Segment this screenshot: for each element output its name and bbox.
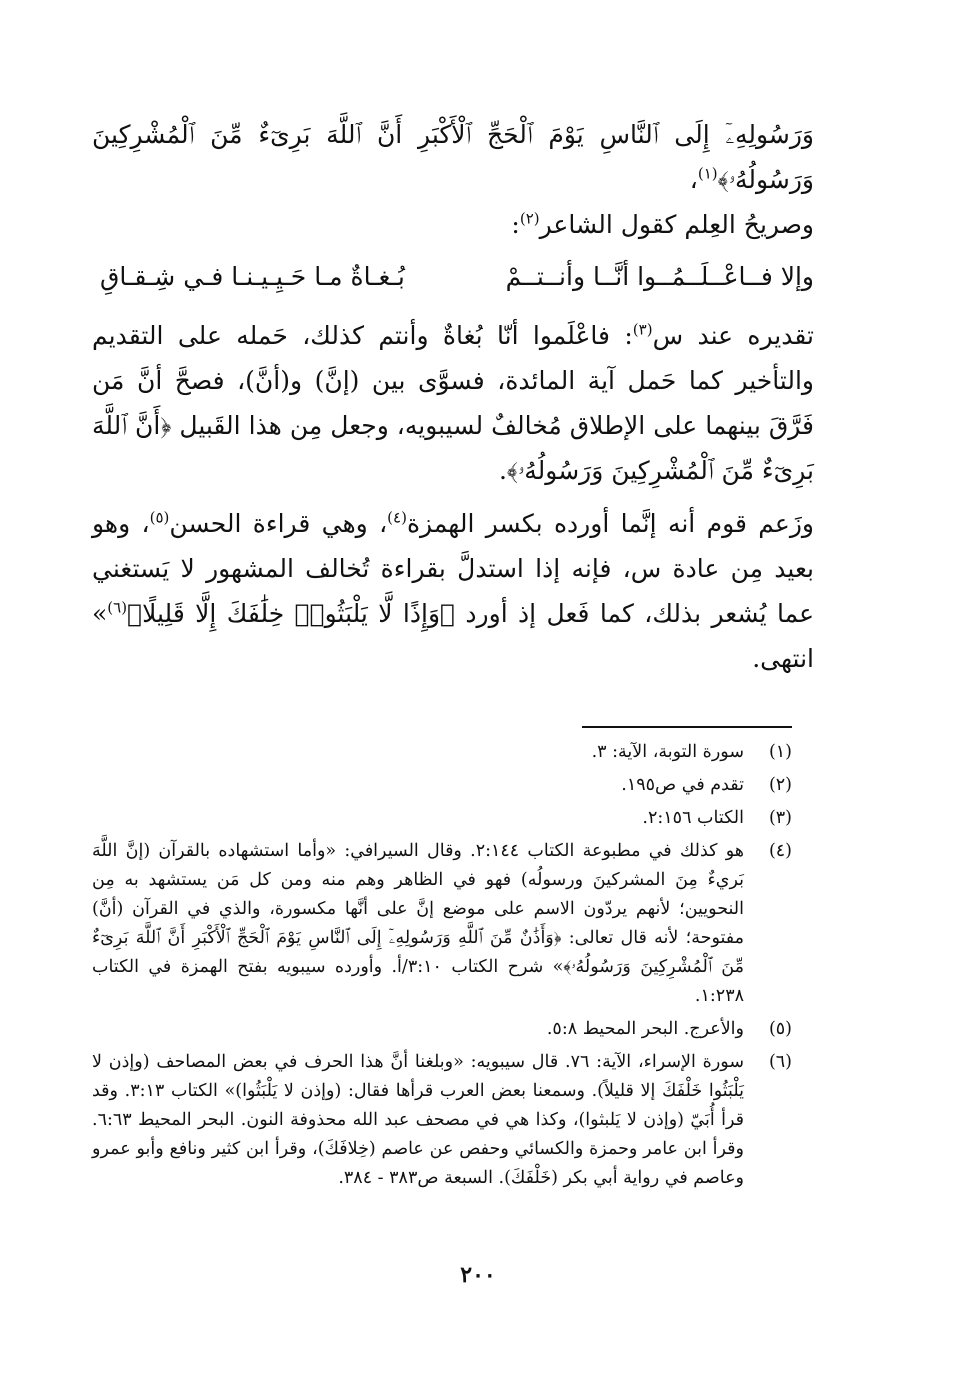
verse-first-hemistich: وإلا فــاعْــلَــمُــوا أنَّــا وأنــتــمْ bbox=[505, 262, 814, 291]
quran-quote: وَرَسُولِهِۦٓ إِلَى ٱلنَّاسِ يَوْمَ ٱلْحَجِّ ٱلْأَكْبَرِ أَنَّ ٱللَّهَ بَرِىٓءٌ مِّنَ ٱلْمُشْرِكِينَ وَرَسُولُهُۥ﴾ bbox=[92, 120, 814, 194]
footnote-5 bbox=[92, 1015, 792, 1044]
footnote-number: (٣) bbox=[768, 808, 792, 828]
main-text bbox=[92, 112, 814, 681]
poetry-verse bbox=[92, 251, 814, 303]
footnotes bbox=[92, 738, 792, 1197]
paragraph-3: تقديره عند س$^{(٣)}$: فاعْلَموا أنّا بُغاةٌ وأنتم كذلك، حَمله على التقديم والتأخير كما حَمل آية المائدة، فسوَّى بين (إنَّ) و(أنَّ)، فصحَّ أنَّ مَن فَرَّقَ بينهما على الإطلاق مُخالفٌ لسيبويه، وجعل مِن هذا القَبيل ﴿أَنَّ ٱللَّهَ بَرِىٓءٌ مِّنَ ٱلْمُشْرِكِينَ وَرَسُولُهُۥ﴾. bbox=[92, 320, 814, 485]
page-number: ٢٠٠ bbox=[460, 1262, 496, 1288]
footnote-ref: (٢) bbox=[519, 209, 540, 228]
footnote-1 bbox=[92, 738, 792, 767]
footnote-text: تقدم في ص١٩٥. bbox=[621, 775, 744, 795]
footnote-2 bbox=[92, 771, 792, 800]
footnote-number: (٢) bbox=[768, 775, 792, 795]
footnote-text: هو كذلك في مطبوعة الكتاب ٢:١٤٤. وقال السيرافي: «وأما استشهاده بالقرآن (إنَّ اللَّهَ بَريءٌ مِنَ المشركينَ ورسولُه) فهو في الظاهر وهم منه ومن كل مَن يستشهد به مِن النحويين؛ لأنهم يردّون الاسم على موضع إنَّ على أنَّها مكسورة، والذي في القرآن (أنَّ) مفتوحة؛ لأنه قال تعالى: ﴿وَأَذَٰنٌ مِّنَ ٱللَّهِ وَرَسُولِهِۦٓ إِلَى ٱلنَّاسِ يَوْمَ ٱلْحَجِّ ٱلْأَكْبَرِ أَنَّ ٱللَّهَ بَرِىٓءٌ مِّنَ ٱلْمُشْرِكِينَ وَرَسُولُهُۥ﴾» شرح الكتاب ٣:١٠/أ. وأورده سيبويه بفتح الهمزة في الكتاب ١:٢٣٨. bbox=[92, 841, 744, 1006]
paragraph-1: وَرَسُولِهِۦٓ إِلَى ٱلنَّاسِ يَوْمَ ٱلْحَجِّ ٱلْأَكْبَرِ أَنَّ ٱللَّهَ بَرِىٓءٌ مِّنَ ٱلْمُشْرِكِينَ وَرَسُولُهُۥ﴾$^{(١)}$، وصريحُ العِلم كقول الشاعر$^{(٢)}$: bbox=[92, 120, 814, 239]
footnote-ref: (١) bbox=[697, 164, 718, 183]
footnote-ref: (٦) bbox=[107, 598, 128, 617]
footnote-number: (٤) bbox=[768, 841, 792, 861]
footnote-text: الكتاب ٢:١٥٦. bbox=[642, 808, 744, 828]
footnote-text: والأعرج. البحر المحيط ٥:٨. bbox=[546, 1019, 744, 1039]
footnote-number: (٥) bbox=[768, 1019, 792, 1039]
footnote-number: (١) bbox=[768, 742, 792, 762]
paragraph-2: وصريحُ العِلم كقول الشاعر bbox=[539, 210, 814, 239]
footnote-ref: (٣) bbox=[632, 320, 653, 339]
paragraph-4: وزَعم قوم أنه إنَّما أورده بكسر الهمزة$^{(٤)}$، وهي قراءة الحسن$^{(٥)}$، وهو بعيد مِن عادة س، فإنه إذا استدلَّ بقراءة تُخالف المشهور لا يَستغني عما يُشعر بذلك، كما فَعل إذ أورد ﴿وَإِذًا لَّا يَلْبَثُوا۟ خِلَٰفَكَ إِلَّا قَلِيلًا﴾$^{(٦)}$» انتهى. bbox=[92, 508, 814, 673]
footnote-number: (٦) bbox=[768, 1052, 792, 1072]
footnote-ref: (٤) bbox=[387, 508, 407, 527]
footnote-ref: (٥) bbox=[149, 508, 170, 527]
footnote-separator bbox=[582, 726, 792, 728]
footnote-3 bbox=[92, 804, 792, 833]
footnote-text: سورة الإسراء، الآية: ٧٦. قال سيبويه: «وبلغنا أنَّ هذا الحرف في بعض المصاحف (وإذن لا يَلْبَثُوا خَلْفَكَ إلا قليلاً). وسمعنا بعض العرب قرأها فقال: (وإذن لا يَلْبَثُوا)» الكتاب ٣:١٣. وقد قرأ أُبَيّ (وإذن لا يَلبثوا)، وكذا هي في مصحف عبد الله محذوفة النون. البحر المحيط ٦:٦٣. وقرأ ابن عامر وحمزة والكسائي وحفص عن عاصم (خِلافَكَ)، وقرأ ابن كثير ونافع وأبو عمرو وعاصم في رواية أبي بكر (خَلْفَكَ). السبعة ص٣٨٣ - ٣٨٤. bbox=[92, 1052, 744, 1188]
footnote-text: سورة التوبة، الآية: ٣. bbox=[591, 742, 744, 762]
footnote-6 bbox=[92, 1048, 792, 1193]
verse-second-hemistich: بُـغـاةٌ مـا حَـيِـيـنـا فـي شِـقـاقِ bbox=[100, 262, 405, 291]
footnote-4 bbox=[92, 837, 792, 1011]
